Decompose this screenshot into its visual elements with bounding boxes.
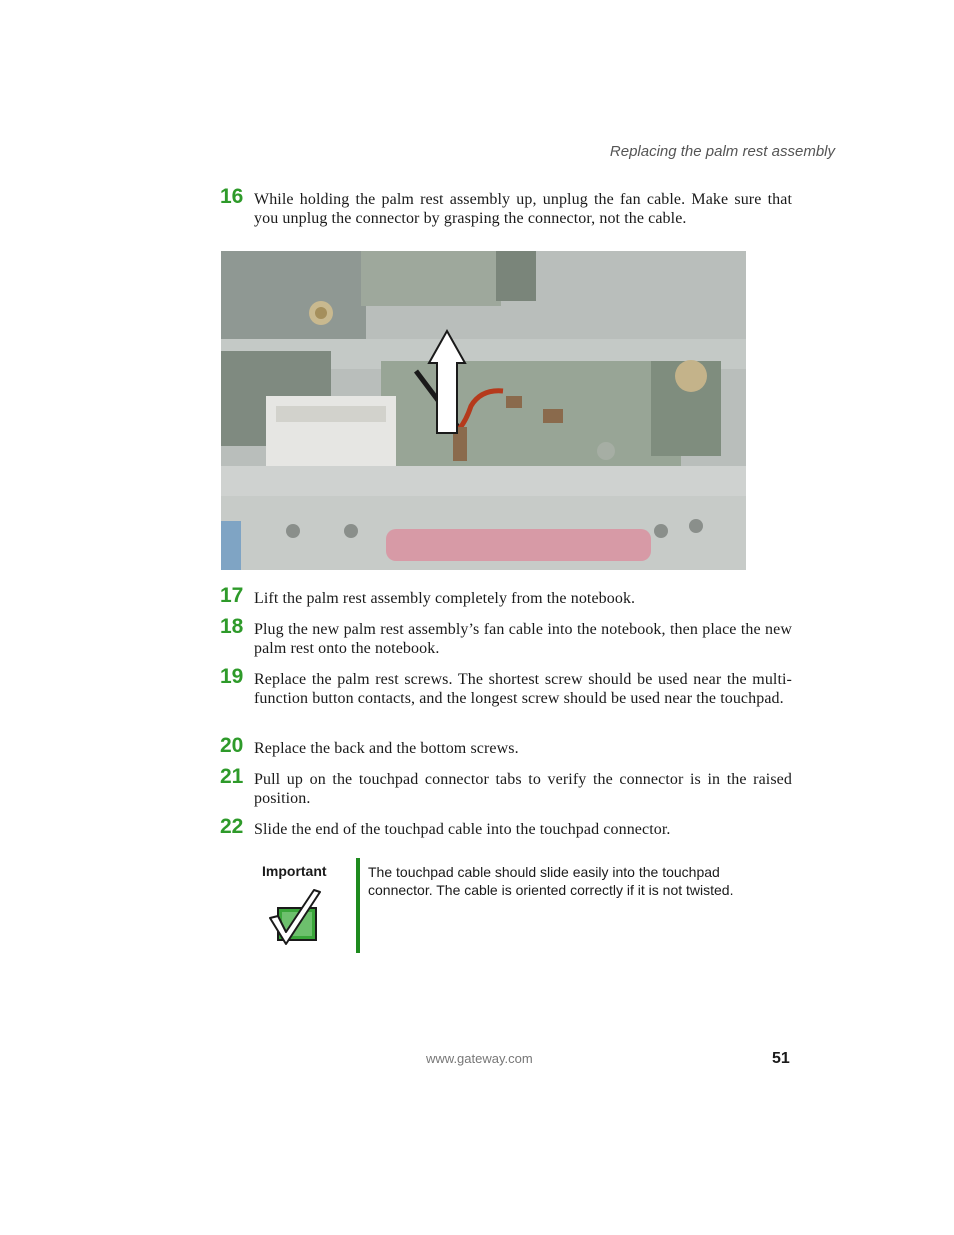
step-text: Pull up on the touchpad connector tabs to verify the connector is in the raised position. <box>254 771 792 807</box>
step-18 <box>220 615 792 658</box>
step-text: While holding the palm rest assembly up, unplug the fan cable. Make sure that you unplug the connector by grasping the connector, not the cable. <box>254 191 792 227</box>
step-number: 16 <box>220 185 244 208</box>
important-text: The touchpad cable should slide easily into the touchpad connector. The cable is oriented correctly if it is not twisted. <box>368 864 734 898</box>
section-header: Replacing the palm rest assembly <box>609 143 835 160</box>
step-text: Replace the palm rest screws. The shortest screw should be used near the multi-function button contacts, and the longest screw should be used near the touchpad. <box>254 671 792 707</box>
step-number: 19 <box>220 665 244 688</box>
checkmark-icon <box>268 888 322 946</box>
step-19 <box>220 665 792 708</box>
step-16 <box>220 185 792 228</box>
step-21 <box>220 765 792 808</box>
step-number: 21 <box>220 765 244 788</box>
step-number: 22 <box>220 815 244 838</box>
step-22 <box>220 815 792 839</box>
step-20 <box>220 734 792 758</box>
step-text: Slide the end of the touchpad cable into the touchpad connector. <box>254 821 671 838</box>
page-number: 51 <box>772 1050 790 1067</box>
important-label: Important <box>262 863 327 879</box>
palm-rest-fan-cable-photo <box>221 251 746 570</box>
footer-url[interactable]: www.gateway.com <box>426 1051 533 1066</box>
step-text: Lift the palm rest assembly completely from the notebook. <box>254 590 636 607</box>
step-text: Plug the new palm rest assembly’s fan cable into the notebook, then place the new palm rest onto the notebook. <box>254 621 792 657</box>
step-number: 17 <box>220 584 244 607</box>
step-text: Replace the back and the bottom screws. <box>254 740 519 757</box>
important-divider <box>356 858 360 953</box>
step-17 <box>220 584 792 608</box>
step-number: 18 <box>220 615 244 638</box>
step-number: 20 <box>220 734 244 757</box>
